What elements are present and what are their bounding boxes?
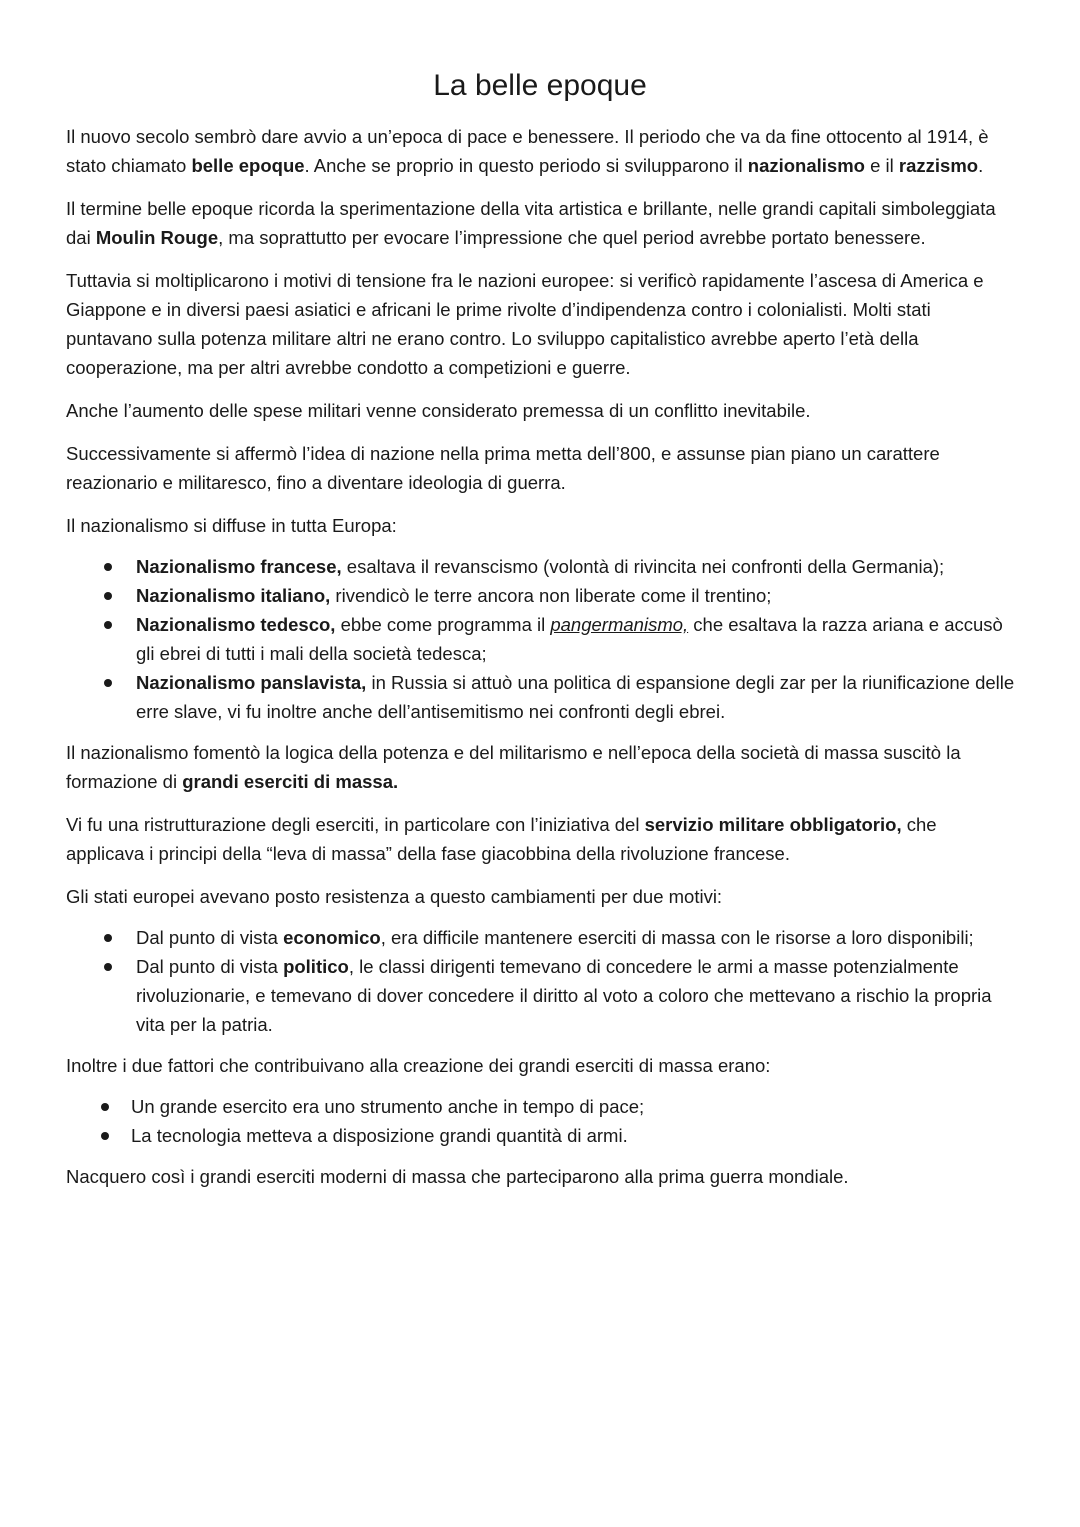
- text-run: Il termine belle epoque ricorda la sperimentazione della vita artistica e brillante, nelle grandi capitali simboleggiata dai: [66, 198, 996, 248]
- text-run: , le classi dirigenti temevano di concedere le armi a masse potenzialmente rivoluzionarie, e temevano di dover concedere il diritto al voto a coloro che mettevano a rischio la propria vita per la patria.: [136, 956, 992, 1035]
- motives-list: [66, 923, 1016, 1039]
- paragraph-conclusion: Nacquero così i grandi eserciti moderni di massa che parteciparono alla prima guerra mondiale.: [66, 1166, 849, 1187]
- bold-term: Nazionalismo italiano,: [136, 585, 331, 606]
- list-item: [136, 552, 1016, 581]
- bold-term: servizio militare obbligatorio,: [644, 814, 902, 835]
- paragraph-term: [66, 194, 1016, 252]
- list-item: [136, 952, 1016, 1039]
- text-run: e il: [864, 155, 899, 176]
- text-run: Dal punto di vista: [136, 956, 284, 977]
- bold-term: Nazionalismo tedesco,: [136, 614, 336, 635]
- paragraph-restructuring: [66, 810, 1016, 868]
- text-run: Il nazionalismo fomentò la logica della potenza e del militarismo e nell’epoca della società di massa suscitò la formazione di: [66, 742, 961, 792]
- paragraph-factors: Inoltre i due fattori che contribuivano alla creazione dei grandi eserciti di massa erano:: [66, 1055, 771, 1076]
- bold-term: Nazionalismo panslavista,: [136, 672, 367, 693]
- bold-term: Nazionalismo francese,: [136, 556, 342, 577]
- text-run: .: [978, 155, 984, 176]
- paragraph-nationalism-intro: Il nazionalismo si diffuse in tutta Europa:: [66, 515, 397, 536]
- factors-list: [66, 1092, 1016, 1150]
- list-item: Un grande esercito era uno strumento anche in tempo di pace;: [131, 1092, 1016, 1121]
- bold-term: grandi eserciti di massa.: [182, 771, 399, 792]
- underlined-term: pangermanismo,: [550, 614, 689, 635]
- text-run: Vi fu una ristrutturazione degli eserciti, in particolare con l’iniziativa del: [66, 814, 645, 835]
- text-run: esaltava il revanscismo (volontà di rivincita nei confronti della Germania);: [341, 556, 945, 577]
- bold-term: Moulin Rouge: [95, 227, 219, 248]
- text-run: che applicava i principi della “leva di massa” della fase giacobbina della rivoluzione francese.: [66, 814, 937, 864]
- list-item: [136, 923, 1016, 952]
- paragraph-militarism: [66, 738, 1016, 796]
- text-run: Dal punto di vista: [136, 927, 284, 948]
- text-run: . Anche se proprio in questo periodo si svilupparono il: [304, 155, 748, 176]
- text-run: Il nuovo secolo sembrò dare avvio a un’epoca di pace e benessere. Il periodo che va da fine ottocento al 1914, è stato chiamato: [66, 126, 989, 176]
- bold-term: belle epoque: [191, 155, 305, 176]
- nationalism-list: [66, 552, 1016, 726]
- text-run: ebbe come programma il: [335, 614, 551, 635]
- paragraph-nation-idea: Successivamente si affermò l’idea di nazione nella prima metta dell’800, e assunse pian piano un carattere reazionario e militaresco, fino a diventare ideologia di guerra.: [66, 443, 940, 493]
- text-run: in Russia si attuò una politica di espansione degli zar per la riunificazione delle erre slave, vi fu inoltre anche dell’antisemitismo nei confronti degli ebrei.: [136, 672, 1015, 722]
- bold-term: economico: [283, 927, 381, 948]
- document-body: [66, 122, 1016, 1205]
- bold-term: nazionalismo: [747, 155, 865, 176]
- paragraph-tension: Tuttavia si moltiplicarono i motivi di tensione fra le nazioni europee: si verificò rapidamente l’ascesa di America e Giappone e in diversi paesi asiatici e africani le prime rivolte d’indipendenza contro i colonialisti. Molti stati puntavano sulla potenza militare altri ne erano contro. Lo sviluppo capitalistico avrebbe aperto l’età della cooperazione, ma per altri avrebbe condotto a competizioni e guerre.: [66, 270, 984, 378]
- bold-term: razzismo: [898, 155, 979, 176]
- text-run: che esaltava la razza ariana e accusò gli ebrei di tutti i mali della società tedesca;: [136, 614, 1003, 664]
- list-item: [136, 610, 1016, 668]
- list-item: [136, 581, 1016, 610]
- page-title: La belle epoque: [433, 69, 647, 102]
- paragraph-resistance: Gli stati europei avevano posto resistenza a questo cambiamenti per due motivi:: [66, 886, 723, 907]
- bold-term: politico: [283, 956, 349, 977]
- text-run: , ma soprattutto per evocare l’impressione che quel period avrebbe portato benessere.: [218, 227, 926, 248]
- list-item: [136, 668, 1016, 726]
- text-run: , era difficile mantenere eserciti di massa con le risorse a loro disponibili;: [380, 927, 974, 948]
- list-item: La tecnologia metteva a disposizione grandi quantità di armi.: [131, 1121, 1016, 1150]
- paragraph-military-spending: Anche l’aumento delle spese militari venne considerato premessa di un conflitto inevitabile.: [66, 400, 811, 421]
- text-run: rivendicò le terre ancora non liberate come il trentino;: [330, 585, 772, 606]
- paragraph-intro: [66, 122, 1016, 180]
